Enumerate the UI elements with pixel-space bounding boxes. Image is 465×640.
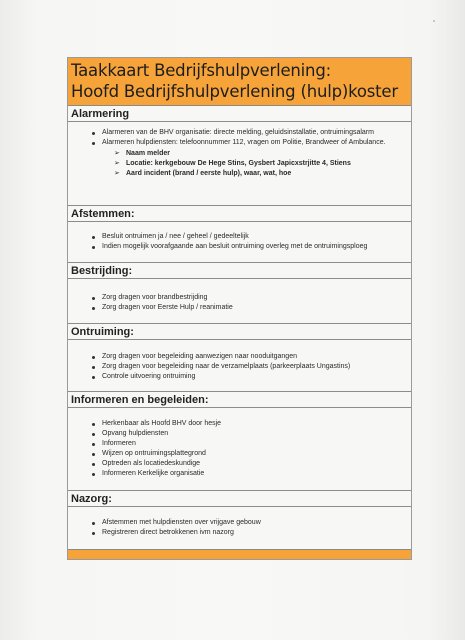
list-item: Alarmeren van de BHV organisatie: directe melding, geluidsinstallatie, ontruimingsalarm — [74, 128, 405, 138]
sub-list-item: ➢ Locatie: kerkgebouw De Hege Stins, Gysbert Japicxstrjitte 4, Stiens — [114, 160, 351, 167]
list-item: Alarmeren hulpdiensten: telefoonnummer 112, vragen om Politie, Brandweer of Ambulance. — [74, 138, 405, 148]
list-item: Optreden als locatiedeskundige — [74, 459, 405, 469]
section-heading: Informeren en begeleiden: — [68, 392, 411, 408]
list-item: Registreren direct betrokkenen ivm nazorg — [74, 528, 405, 538]
arrow-icon: ➢ — [114, 170, 120, 177]
bullet-list — [74, 352, 405, 382]
list-item: Herkenbaar als Hoofd BHV door hesje — [74, 419, 405, 429]
section-afstemmen — [68, 206, 411, 263]
list-item: Zorg dragen voor Eerste Hulp / reanimatie — [74, 303, 405, 313]
section-heading: Bestrijding: — [68, 263, 411, 279]
list-item: Informeren — [74, 439, 405, 449]
section-heading: Alarmering — [68, 106, 411, 122]
title-line-2: Hoofd Bedrijfshulpverlening (hulp)koster — [71, 82, 398, 101]
section-nazorg — [68, 491, 411, 551]
card-title — [68, 58, 411, 106]
scan-speck — [433, 20, 435, 22]
section-informeren — [68, 392, 411, 491]
list-item: Controle uitvoering ontruiming — [74, 372, 405, 382]
list-item: Zorg dragen voor begeleiding naar de verzamelplaats (parkeerplaats Ungastins) — [74, 362, 405, 372]
bullet-list — [74, 128, 405, 148]
list-item: Opvang hulpdiensten — [74, 429, 405, 439]
footer-band — [68, 549, 411, 559]
list-item: Besluit ontruimen ja / nee / geheel / gedeeltelijk — [74, 232, 405, 242]
bullet-list — [74, 293, 405, 313]
list-item: Zorg dragen voor brandbestrijding — [74, 293, 405, 303]
list-item: Informeren Kerkelijke organisatie — [74, 469, 405, 479]
section-heading: Nazorg: — [68, 491, 411, 507]
list-item: Zorg dragen voor begeleiding aanwezigen naar nooduitgangen — [74, 352, 405, 362]
bullet-list — [74, 419, 405, 479]
list-item: Afstemmen met hulpdiensten over vrijgave gebouw — [74, 518, 405, 528]
task-card — [67, 57, 412, 560]
sub-list-item: ➢ Aard incident (brand / eerste hulp), waar, wat, hoe — [114, 170, 292, 177]
section-alarmering — [68, 106, 411, 206]
arrow-icon: ➢ — [114, 160, 120, 167]
section-ontruiming — [68, 324, 411, 392]
sub-list — [74, 149, 405, 179]
list-item: Indien mogelijk voorafgaande aan besluit ontruiming overleg met de ontruimingsploeg — [74, 242, 405, 252]
title-line-1: Taakkaart Bedrijfshulpverlening: — [71, 61, 331, 80]
section-heading: Afstemmen: — [68, 206, 411, 222]
sub-list-item: ➢ Naam melder — [114, 150, 170, 157]
arrow-icon: ➢ — [114, 150, 120, 157]
bullet-list — [74, 518, 405, 538]
bullet-list — [74, 232, 405, 252]
section-heading: Ontruiming: — [68, 324, 411, 340]
list-item: Wijzen op ontruimingsplattegrond — [74, 449, 405, 459]
section-bestrijding — [68, 263, 411, 324]
